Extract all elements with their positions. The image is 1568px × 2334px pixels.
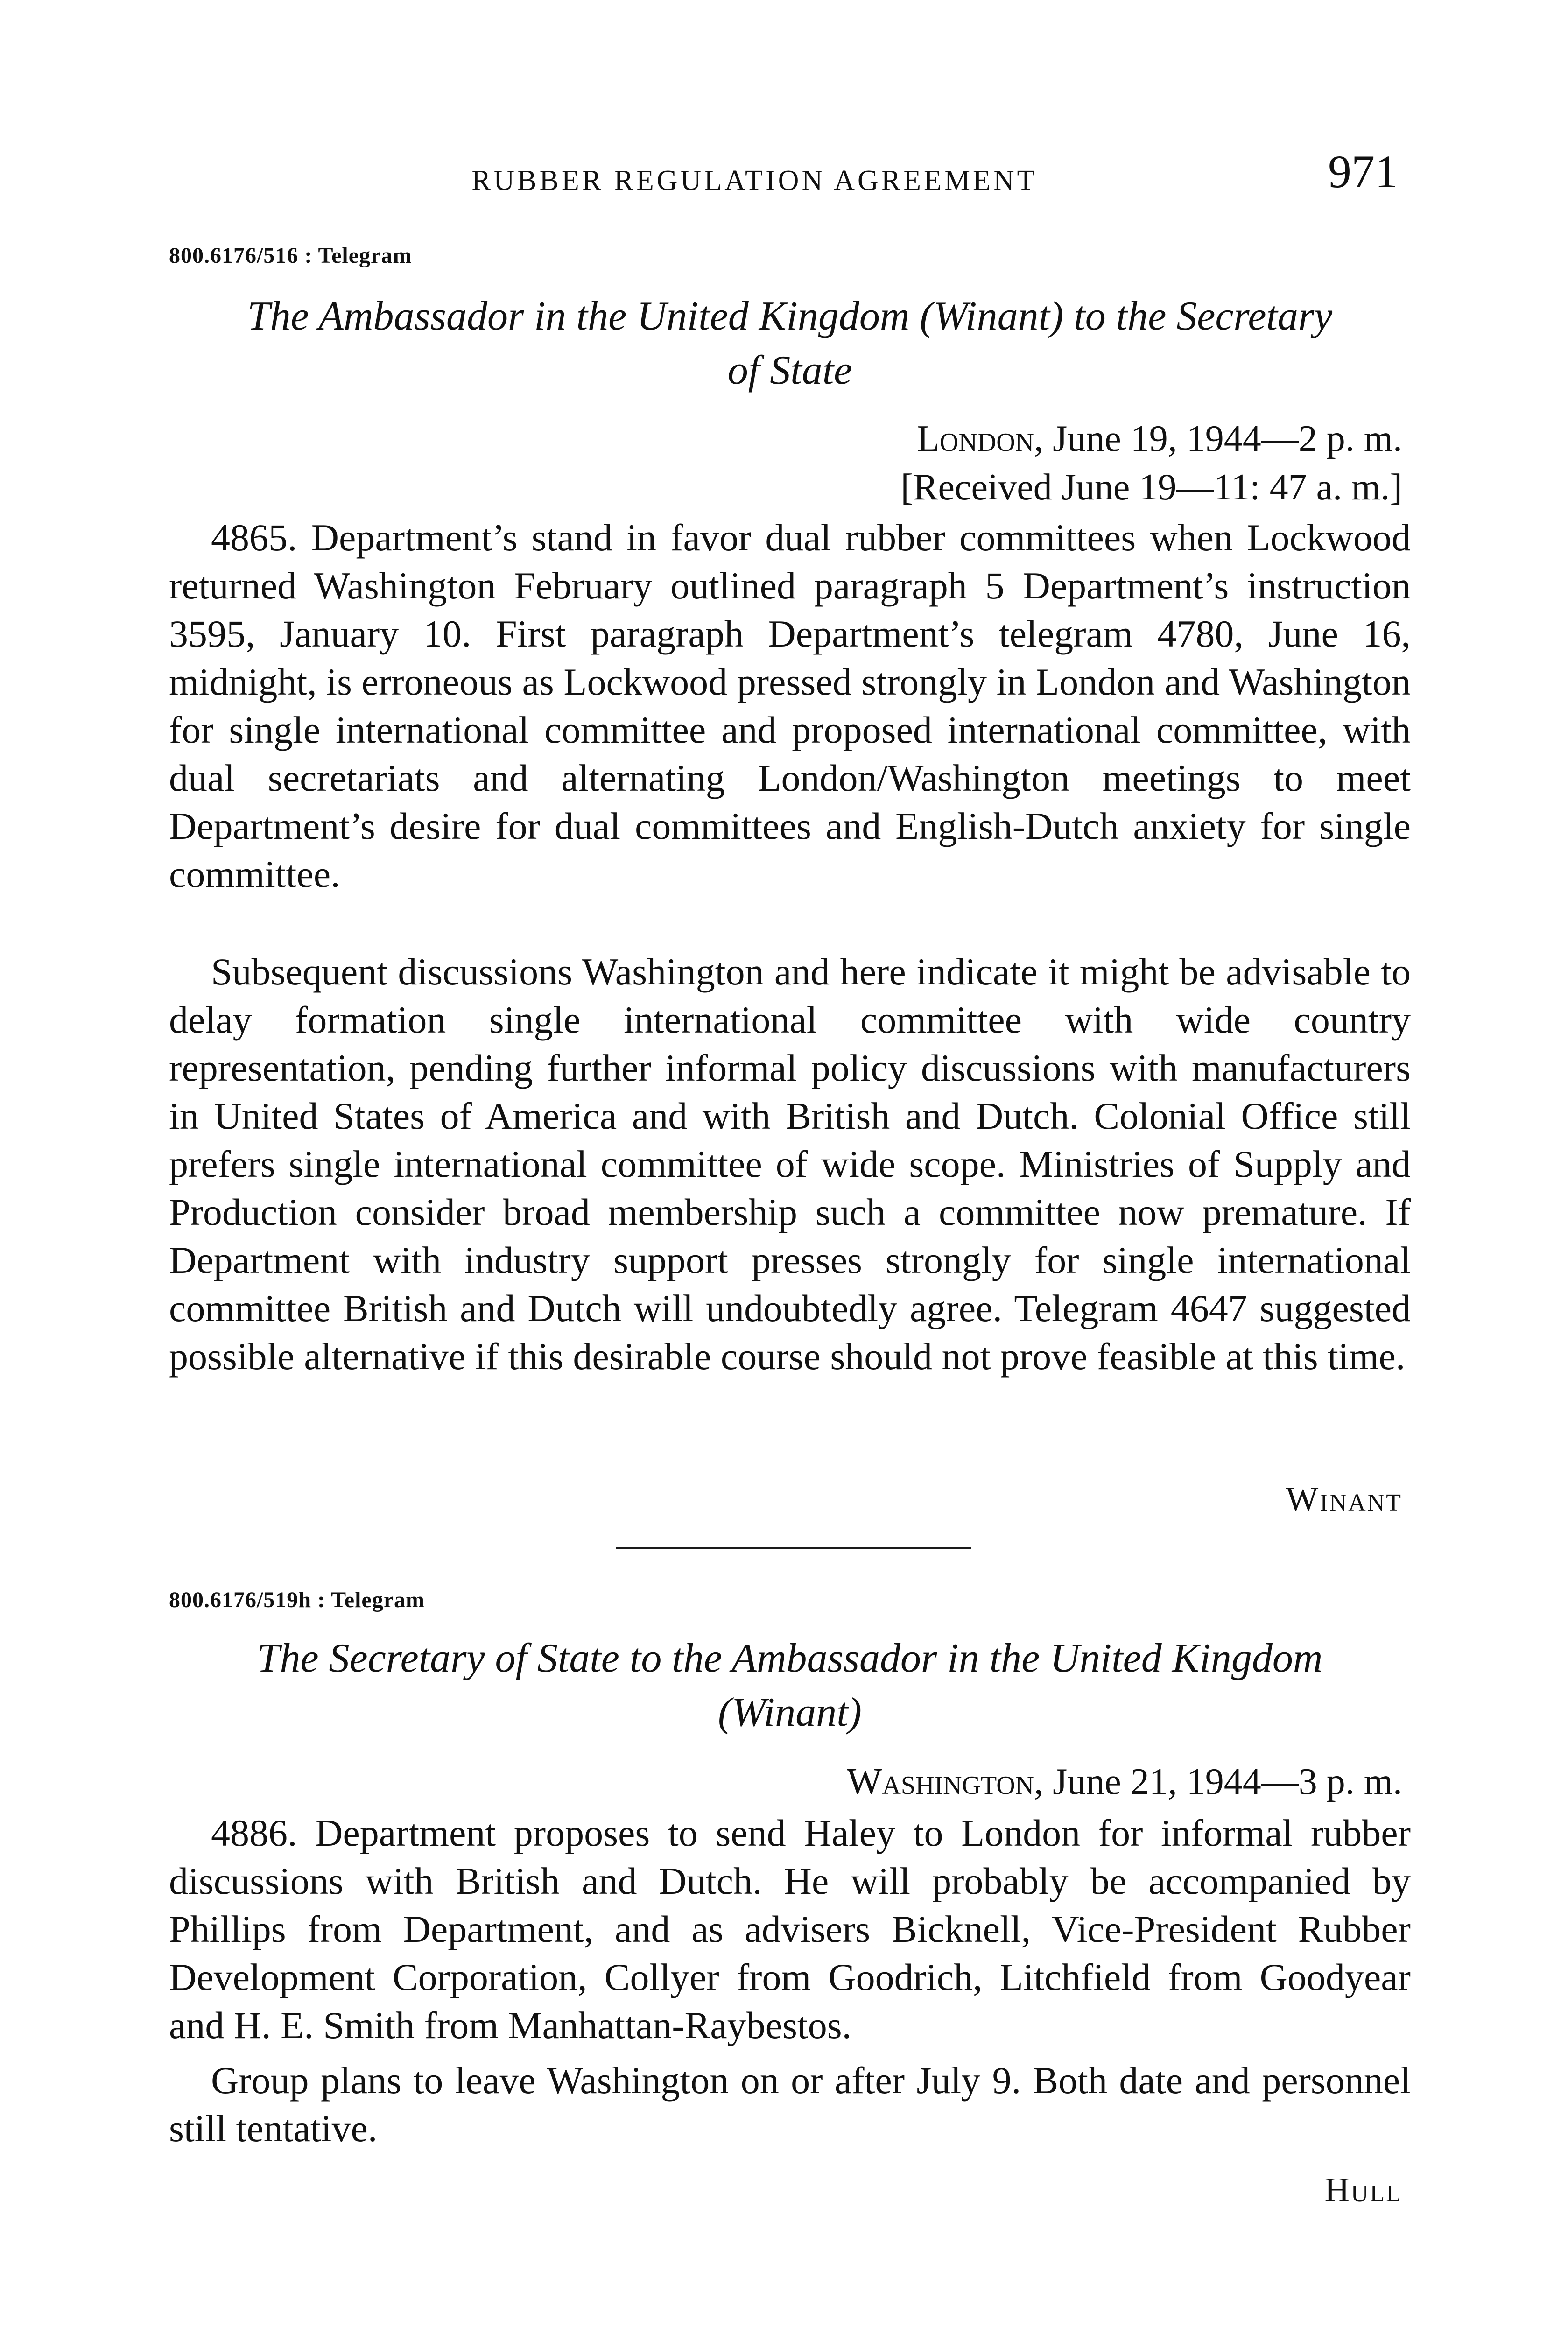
- body-paragraph: Group plans to leave Washington on or after July 9. Both date and personnel still tentative.: [169, 2059, 1411, 2150]
- body-paragraph: Subsequent discussions Washington and here indicate it might be advisable to delay formation single international committee with wide country representation, pending further informal policy discussions with manufacturers in United States of America and with British and Dutch. Colonial Office still prefers single international committee of wide scope. Ministries of Supply and Production consider broad membership such a committee now premature. If Department with industry support presses strongly for single international committee British and Dutch will undoubtedly agree. Telegram 4647 suggested possible alternative if this desirable course should not prove feasible at this time.: [169, 950, 1411, 1378]
- page-number: 971: [1328, 146, 1398, 197]
- section-divider: [616, 1547, 971, 1549]
- file-reference: 800.6176/516 : Telegram: [169, 243, 412, 268]
- signature: Hull: [1324, 2171, 1402, 2209]
- document-title-line: of State: [727, 348, 852, 393]
- dateline-date: , June 19, 1944—2 p. m.: [1034, 418, 1402, 459]
- body-paragraph: 4886. Department proposes to send Haley to London for informal rubber discussions with British and Dutch. He will probably be accompanied by Phillips from Department, and as advisers Bicknell, Vice-President Rubber Development Corporation, Collyer from Goodrich, Litchfield from Goodyear and H. E. Smith from Manhattan-Raybestos.: [169, 1812, 1411, 2046]
- document-title-line: (Winant): [718, 1690, 862, 1735]
- signature: Winant: [1286, 1480, 1402, 1519]
- dateline-date: , June 21, 1944—3 p. m.: [1034, 1761, 1402, 1802]
- dateline: [917, 415, 1402, 463]
- file-reference: 800.6176/519h : Telegram: [169, 1588, 425, 1612]
- document-title-line: The Ambassador in the United Kingdom (Winant) to the Secretary: [247, 294, 1333, 339]
- document-title: [169, 1631, 1411, 1740]
- document-title: [169, 289, 1411, 398]
- received-note: [Received June 19—11: 47 a. m.]: [900, 467, 1402, 508]
- dateline-place: Washington: [846, 1761, 1034, 1802]
- document-title-line: The Secretary of State to the Ambassador in the United Kingdom: [257, 1636, 1323, 1681]
- running-head-title: RUBBER REGULATION AGREEMENT: [471, 165, 1038, 197]
- dateline: [847, 1758, 1402, 1806]
- dateline-place: London: [917, 418, 1034, 459]
- body-paragraph: 4865. Department’s stand in favor dual rubber committees when Lockwood returned Washington February outlined paragraph 5 Department’s instruction 3595, January 10. First paragraph Department’s telegram 4780, June 16, midnight, is erroneous as Lockwood pressed strongly in London and Washington for single international committee and proposed international committee, with dual secretariats and alternating London/Washington meetings to meet Department’s desire for dual committees and English-Dutch anxiety for single committee.: [169, 516, 1411, 895]
